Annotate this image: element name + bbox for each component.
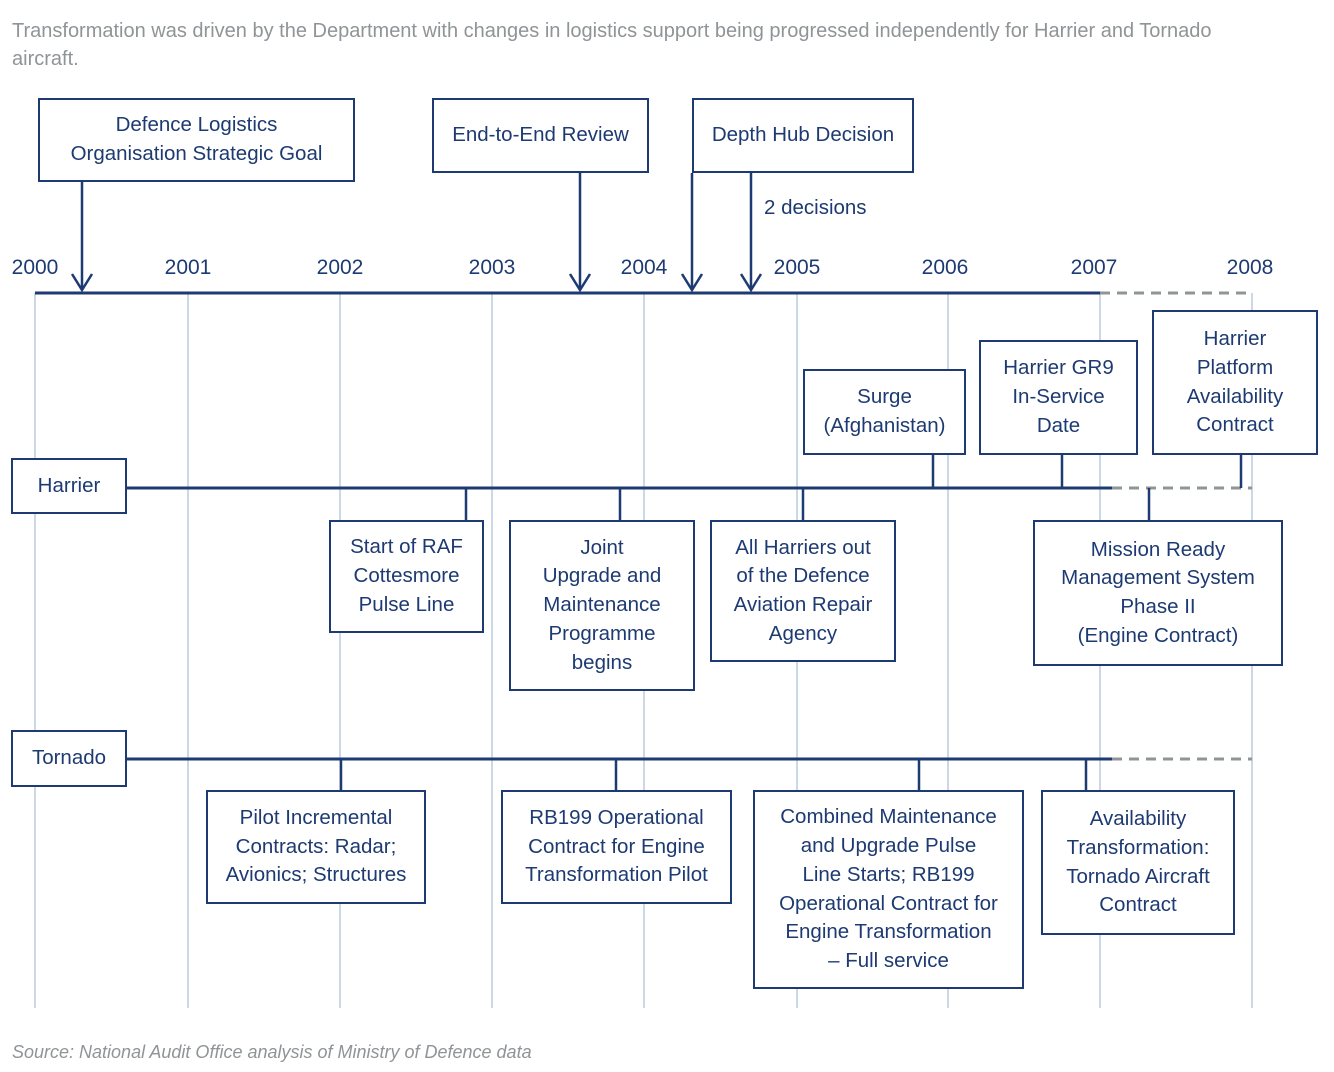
end-to-end-review-box: End-to-End Review (432, 98, 649, 173)
harrier-gr9-box: Harrier GR9 In-Service Date (979, 340, 1138, 455)
year-label-2005: 2005 (773, 256, 821, 279)
joint-upgrade-box: Joint Upgrade and Maintenance Programme begins (509, 520, 695, 691)
combined-maintenance-box: Combined Maintenance and Upgrade Pulse Line Starts; RB199 Operational Contract for Engine Transformation – Full service (753, 790, 1024, 989)
year-label-2007: 2007 (1070, 256, 1118, 279)
year-label-2003: 2003 (468, 256, 516, 279)
tornado-connectors (341, 759, 1086, 791)
year-label-2001: 2001 (164, 256, 212, 279)
year-label-2004: 2004 (620, 256, 668, 279)
year-label-2006: 2006 (921, 256, 969, 279)
harrier-row-label: Harrier (11, 458, 127, 514)
availability-transformation-box: Availability Transformation: Tornado Aircraft Contract (1041, 790, 1235, 935)
cottesmore-pulse-line-box: Start of RAF Cottesmore Pulse Line (329, 520, 484, 633)
year-label-2000: 2000 (11, 256, 59, 279)
mrms-engine-contract-box: Mission Ready Management System Phase II (Engine Contract) (1033, 520, 1283, 666)
depth-hub-note: 2 decisions (764, 196, 867, 219)
rb199-pilot-box: RB199 Operational Contract for Engine Transformation Pilot (501, 790, 732, 904)
depth-hub-decision-box: Depth Hub Decision (692, 98, 914, 173)
tornado-row-label: Tornado (11, 730, 127, 787)
surge-afghanistan-box: Surge (Afghanistan) (803, 369, 966, 455)
dlo-strategic-goal-box: Defence Logistics Organisation Strategic Goal (38, 98, 355, 182)
year-label-2008: 2008 (1226, 256, 1274, 279)
intro-text: Transformation was driven by the Department with changes in logistics support being progressed independently for Harrier and Tornado aircraft. (12, 20, 1212, 70)
year-label-2002: 2002 (316, 256, 364, 279)
pilot-incremental-contracts-box: Pilot Incremental Contracts: Radar; Avionics; Structures (206, 790, 426, 904)
source-note: Source: National Audit Office analysis of Ministry of Defence data (12, 1042, 532, 1062)
harrier-platform-contract-box: Harrier Platform Availability Contract (1152, 310, 1318, 455)
dara-harriers-out-box: All Harriers out of the Defence Aviation Repair Agency (710, 520, 896, 662)
